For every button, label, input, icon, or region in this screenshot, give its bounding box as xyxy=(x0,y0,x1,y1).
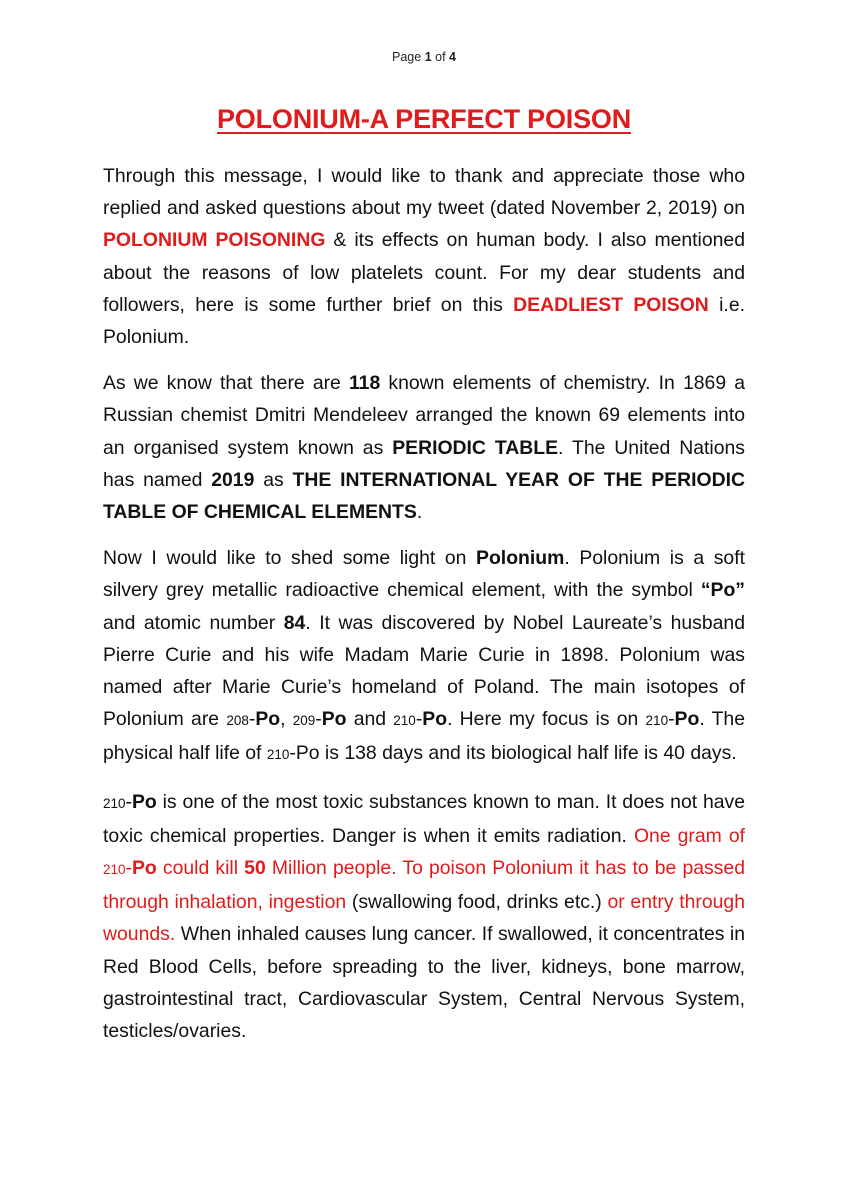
p1-keyword-deadliest-poison: DEADLIEST POISON xyxy=(513,293,709,316)
p2-text-5: . xyxy=(416,501,423,524)
p2-keyword-2019: 2019 xyxy=(211,468,255,491)
p2-text-2: known elements of chemistry. In 1869 a Russian chemist Dmitri Mendeleev arranged the known 69 elements into an organised system known as xyxy=(103,372,746,459)
p3-text-5: . Here my focus is on xyxy=(447,708,639,731)
isotope-209: 209-Po xyxy=(292,708,347,731)
p2-text-1: As we know that there are xyxy=(103,372,341,395)
paragraph-periodic-table xyxy=(103,367,745,528)
page-number xyxy=(0,50,848,64)
p1-keyword-polonium-poisoning: POLONIUM POISONING xyxy=(103,229,326,252)
page-word: Page xyxy=(392,50,422,64)
paragraph-polonium-facts: Now I would like to shed some light on Polonium. Polonium is a soft silvery grey metallic radioactive chemical element, with the symbol “Po” and atomic number 84. It was discovered by Nobel Laureate’s husband Pierre Curie and his wife Madam Marie Curie in 1898. Polonium was named after Marie Curie’s homeland of Poland. The main isotopes of Polonium are 208-Po, 209-Po and 210-Po. Here my focus is on 210-Po. The physical half life of 210-Po is 138 days and its biological half life is 40 days. xyxy=(103,547,745,765)
p3-keyword-84: 84 xyxy=(283,611,306,634)
document-title: POLONIUM-A PERFECT POISON xyxy=(216,104,631,134)
p2-keyword-118: 118 xyxy=(348,372,381,395)
isotope-210-halflife-num: 210 xyxy=(266,747,290,763)
isotope-210-red: 210-Po xyxy=(103,857,157,880)
paragraph-toxicity xyxy=(103,786,745,1048)
p4-text-2: (swallowing food, drinks etc.) xyxy=(351,891,602,914)
p4-red-text-1: One gram of xyxy=(633,824,745,847)
p4-text-1: is one of the most toxic substances known to man. It does not have toxic chemical properties. Danger is when it emits radiation. xyxy=(103,790,746,847)
p1-text-2: & its effects on human body. I also mentioned about the reasons of low platelets count. For my dear students and followers, here is some further brief on this xyxy=(103,229,745,316)
isotope-210-focus: 210-Po xyxy=(645,708,700,731)
p4-text-3: When inhaled causes lung cancer. If swallowed, it concentrates in Red Blood Cells, before spreading to the liver, kidneys, bone marrow, gastrointestinal tract, Cardiovascular System, Central Nervous System, testicles/ovaries. xyxy=(103,923,745,1043)
p4-red-text-2: could kill xyxy=(162,857,239,880)
p2-keyword-periodic-table: PERIODIC TABLE xyxy=(392,436,559,459)
isotope-208: 208-Po xyxy=(226,708,281,731)
p3-text-7: -Po is 138 days and its biological half life is 40 days. xyxy=(289,742,737,765)
p2-keyword-international-year: THE INTERNATIONAL YEAR OF THE PERIODIC TABLE OF CHEMICAL ELEMENTS xyxy=(103,468,746,524)
p1-text-3: i.e. Polonium. xyxy=(103,293,745,349)
p3-text-4: . It was discovered by Nobel Laureate’s husband Pierre Curie and his wife Madam Marie Curie in 1898. Polonium was named after Marie Curie’s homeland of Poland. The main isotopes of Polonium are xyxy=(103,611,745,731)
current-page: 1 xyxy=(424,50,432,64)
p3-keyword-polonium: Polonium xyxy=(476,547,565,570)
p3-text-6: . The physical half life of xyxy=(103,708,745,765)
p4-keyword-50: 50 xyxy=(244,857,266,880)
p2-text-3: . The United Nations has named xyxy=(103,436,745,491)
of-word: of xyxy=(435,50,446,64)
isotope-210: 210-Po xyxy=(393,708,448,731)
p3-text-2: . Polonium is a soft silvery grey metallic radioactive chemical element, with the symbol xyxy=(103,547,745,602)
p3-text-3: and atomic number xyxy=(103,611,276,634)
p4-red-text-4: or entry through wounds. xyxy=(103,891,745,946)
document-body xyxy=(103,160,745,1061)
p4-red-text-3: Million people. To poison Polonium it has to be passed through inhalation, ingestion xyxy=(103,857,745,914)
isotope-210-lead: 210-Po xyxy=(103,790,157,813)
p3-text-1: Now I would like to shed some light on xyxy=(103,547,467,570)
p2-text-4: as xyxy=(263,468,284,491)
p1-text-1: Through this message, I would like to thank and appreciate those who replied and asked questions about my tweet (dated November 2, 2019) on xyxy=(103,165,745,220)
p3-keyword-po-symbol: “Po” xyxy=(700,579,745,602)
total-pages: 4 xyxy=(449,50,456,64)
paragraph-intro xyxy=(103,160,745,353)
